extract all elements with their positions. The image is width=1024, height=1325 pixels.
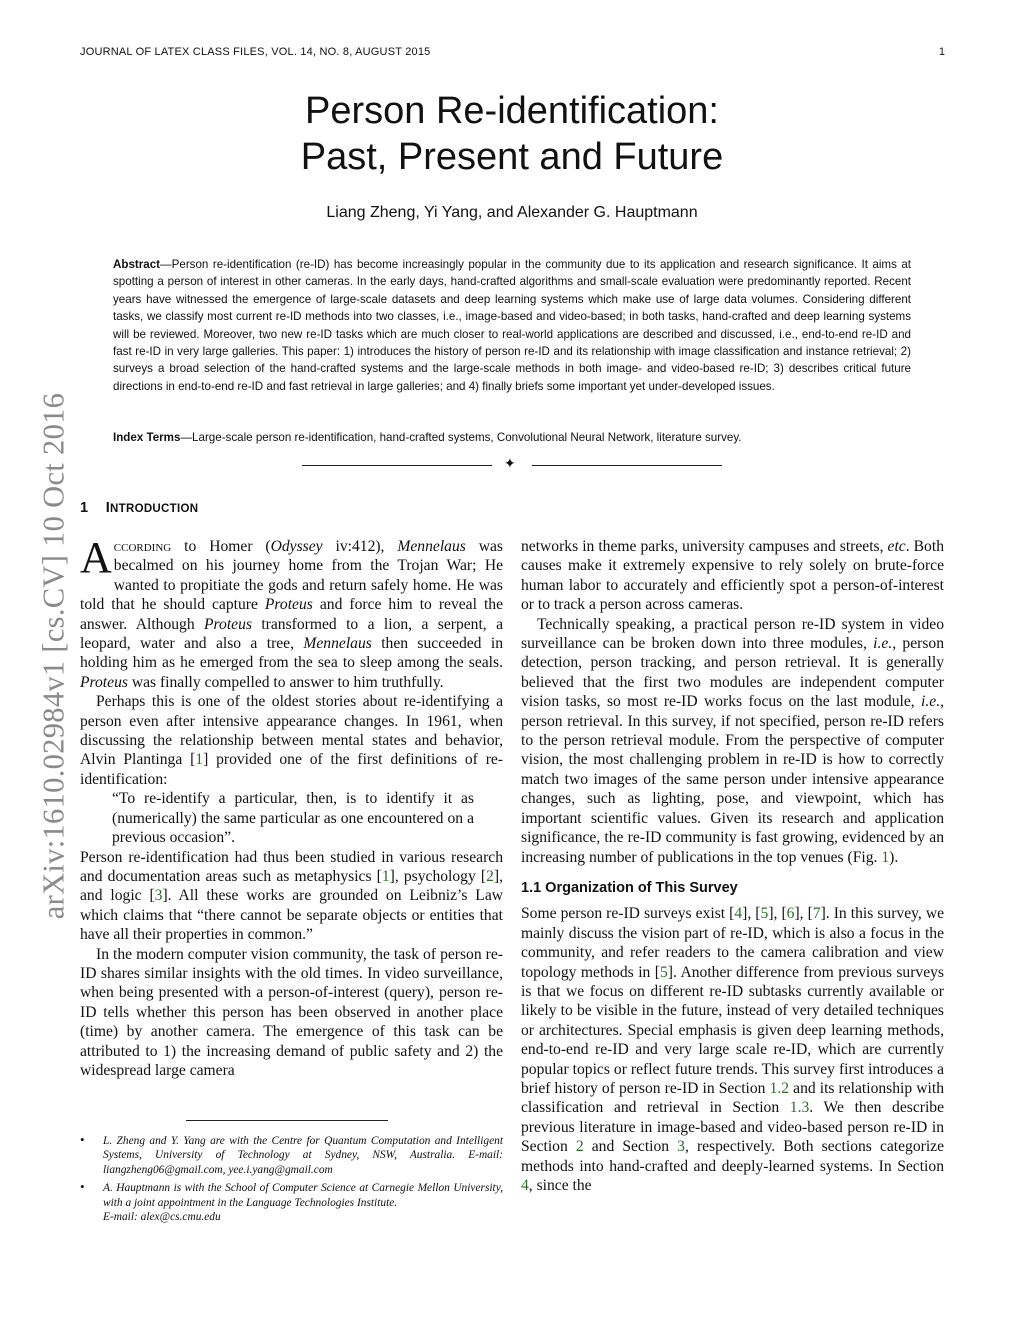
- footnote-text: A. Hauptmann is with the School of Computer Science at Carnegie Mellon University, with a joint appointment in the Language Technologies Institute.: [103, 1182, 503, 1209]
- block-quote: “To re-identify a particular, then, is to identify it as (numerically) the same particular as one encountered on a previous occasion”.: [112, 790, 474, 847]
- text: was becalmed on his journey home from the Trojan War; He wanted to propitiate the gods and return safely home. He was told that he should capture: [80, 538, 503, 614]
- text: person retrieval. In this survey, if not specified, person re-ID refers to the person retrieval module. From the perspective of computer vision, the most challenging problem in re-ID is how to correctly match two images of the same person under intensive appearance changes, such as lighting, pose, and viewpoint, which has important scientific values. Given its research and application significance, the re-ID community is fast growing, evidenced by an increasing number of publications in the top venues (Fig.: [521, 712, 944, 866]
- text: ], psychology [: [389, 867, 487, 885]
- text: Some person re-ID surveys exist [: [521, 905, 735, 923]
- paper-title: [0, 88, 1024, 180]
- bullet-icon: •: [80, 1132, 85, 1147]
- citation-link[interactable]: 1: [381, 867, 390, 885]
- arxiv-stamp: arXiv:1610.02984v1 [cs.CV] 10 Oct 2016: [36, 392, 71, 920]
- subsection-heading: 1.1 Organization of This Survey: [521, 879, 738, 896]
- citation-link[interactable]: 5: [660, 963, 668, 981]
- footnote-rule: [186, 1120, 388, 1121]
- text: and its relationship with classification and retrieval in Section: [521, 1079, 944, 1117]
- text: and force him to reveal the answer. Although: [80, 596, 503, 633]
- section-heading-introduction: [80, 500, 198, 516]
- section-link[interactable]: 2: [575, 1138, 584, 1156]
- section-initial: I: [105, 500, 111, 516]
- intro-paragraph-3: [80, 848, 503, 945]
- figure-link[interactable]: 1: [881, 848, 890, 866]
- italic-text: i.e.,: [921, 693, 944, 711]
- right-paragraph-1: [521, 537, 944, 615]
- abstract-label: Abstract: [113, 258, 161, 271]
- text: ], [: [742, 905, 761, 923]
- section-link[interactable]: 4: [521, 1177, 529, 1194]
- text: Technically speaking, a practical person re-ID system in video surveillance can be broken down into three modules,: [521, 615, 944, 653]
- title-line-2: Past, Present and Future: [300, 136, 724, 178]
- footnotes: [80, 1134, 503, 1228]
- abstract: [113, 256, 911, 395]
- text: , since the: [528, 1177, 592, 1194]
- section-number: 1: [80, 500, 89, 516]
- citation-link[interactable]: 5: [760, 905, 769, 923]
- citation-link[interactable]: 4: [734, 905, 743, 923]
- italic-text: Odyssey: [270, 538, 323, 555]
- italic-text: Mennelaus: [303, 635, 372, 653]
- divider-rule-right: [532, 465, 722, 466]
- section-title-rest: NTRODUCTION: [110, 503, 199, 515]
- intro-paragraph-4: In the modern computer vision community, the task of person re-ID shares similar insights with the old times. In video surveillance, when being presented with a person-of-interest (query), person re-ID tells whether this person has been observed in another place (time) by another camera. The emergence of this task can be attributed to 1) the increasing demand of public safety and 2) the widespread large camera: [80, 945, 503, 1079]
- author-list: Liang Zheng, Yi Yang, and Alexander G. Hauptmann: [326, 204, 698, 221]
- section-link[interactable]: 1.2: [769, 1079, 790, 1097]
- text: ]. All these works are grounded on Leibniz’s Law which claims that “there cannot be separate objects or entities that have all their properties in common.”: [80, 887, 503, 944]
- text: iv:412),: [322, 538, 398, 555]
- right-column: [521, 537, 944, 1195]
- footnote-text: L. Zheng and Y. Yang are with the Centre for Quantum Computation and Intelligent Systems, University of Technology at Sydney, NSW, Australia. E-mail: liangzheng06@gmail.com, yee.i.yang@gmail.com: [103, 1135, 503, 1176]
- text: . Both causes make it extremely expensive to rely solely on brute-force human labor to accurately and efficiently spot a person-of-interest or to track a person across cameras.: [521, 538, 944, 614]
- divider-diamond-icon: ✦: [504, 457, 516, 472]
- citation-link[interactable]: 3: [154, 887, 163, 905]
- italic-text: Proteus: [80, 673, 128, 691]
- page-number: 1: [938, 46, 945, 58]
- section-link[interactable]: 3: [677, 1138, 685, 1156]
- footnote-email: E-mail: alex@cs.cmu.edu: [103, 1211, 221, 1224]
- text: , respectively. Both sections categorize methods into hand-crafted and deeply-learned systems. In Section: [521, 1138, 944, 1175]
- divider-rule-left: [302, 465, 492, 466]
- dropcap: A: [80, 533, 112, 582]
- intro-paragraph-1: [80, 533, 503, 692]
- text: ], [: [768, 905, 787, 923]
- italic-text: etc: [887, 538, 906, 555]
- text: Person re-identification had thus been studied in various research and documentation areas such as metaphysics [: [80, 848, 503, 885]
- italic-text: Proteus: [204, 615, 252, 633]
- index-terms: [113, 430, 911, 446]
- text: ).: [889, 848, 899, 866]
- index-terms-label: Index Terms: [113, 431, 181, 444]
- text: transformed to a lion, a serpent, a leopard, water and also a tree,: [80, 615, 503, 653]
- text: ]. In this survey, we mainly discuss the vision part of re-ID, which is also a focus in the community, and refer readers to the camera calibration and view topology methods in [: [521, 905, 945, 981]
- footnote-2: [80, 1181, 503, 1224]
- text: networks in theme parks, university campuses and streets,: [521, 538, 888, 555]
- text: ], [: [794, 905, 813, 923]
- text: . We then describe previous literature in image-based and video-based person re-ID in Section: [521, 1099, 944, 1156]
- right-paragraph-3: [521, 904, 944, 1195]
- text: Perhaps this is one of the oldest stories about re-identifying a person even after intensive appearance changes. In 1961, when discussing the relationship between mental states and behavior, Alvin Plantinga [: [80, 693, 503, 769]
- citation-link[interactable]: 2: [486, 867, 494, 885]
- citation-link[interactable]: 1: [195, 751, 204, 769]
- running-head: JOURNAL OF LATEX CLASS FILES, VOL. 14, NO. 8, AUGUST 2015: [80, 46, 431, 58]
- left-column: [80, 533, 503, 1080]
- italic-text: Proteus: [264, 596, 313, 614]
- title-line-1: Person Re-identification:: [305, 90, 719, 132]
- index-terms-text: —Large-scale person re-identification, hand-crafted systems, Convolutional Neural Network, literature survey.: [180, 431, 742, 444]
- text: ], and logic [: [80, 867, 503, 905]
- abstract-text: —Person re-identification (re-ID) has become increasingly popular in the community due to its application and research significance. It aims at spotting a person of interest in other cameras. In the early days, hand-crafted algorithms and small-scale evaluation were predominantly reported. Recent years have witnessed the emergence of large-scale datasets and deep learning systems which make use of large data volumes. Considering different tasks, we classify most current re-ID methods into two classes, i.e., image-based and video-based; in both tasks, hand-crafted and deep learning systems will be reviewed. Moreover, two new re-ID tasks which are much closer to real-world applications are described and discussed, i.e., end-to-end re-ID and fast re-ID in very large galleries. This paper: 1) introduces the history of person re-ID and its relationship with image classification and instance retrieval; 2) surveys a broad selection of the hand-crafted systems and the large-scale methods in both image- and video-based re-ID; 3) describes critical future directions in end-to-end re-ID and fast retrieval in large galleries; and 4) finally briefs some important yet under-developed issues.: [113, 258, 911, 393]
- text: then succeeded in holding him as he emerged from the sea to sleep among the seals.: [80, 635, 503, 672]
- italic-text: i.e.,: [873, 635, 897, 653]
- right-paragraph-2: [521, 615, 944, 867]
- citation-link[interactable]: 7: [812, 905, 821, 923]
- section-link[interactable]: 1.3: [789, 1099, 810, 1117]
- intro-paragraph-2: [80, 692, 503, 789]
- citation-link[interactable]: 6: [786, 905, 795, 923]
- text: to Homer (: [171, 538, 271, 555]
- section-divider: [302, 458, 722, 472]
- text: ]. Another difference from previous surveys is that we focus on different re-ID subtasks currently available or likely to be visible in the future, instead of very detailed techniques or architectures. Special emphasis is given deep learning methods, end-to-end re-ID and very large scale re-ID, which are currently popular topics or reflect future trends. This survey first introduces a brief history of person re-ID in Section: [521, 963, 944, 1097]
- text: was finally compelled to answer to him truthfully.: [127, 673, 444, 691]
- footnote-1: [80, 1134, 503, 1177]
- text: ] provided one of the first definitions of re-identification:: [80, 751, 503, 788]
- text: and Section: [583, 1138, 678, 1156]
- italic-text: Mennelaus: [397, 538, 466, 555]
- text: person detection, person tracking, and person retrieval. It is generally believed that the first two modules are independent computer vision tasks, so most re-ID works focus on the last module,: [521, 635, 944, 711]
- bullet-icon: •: [80, 1179, 85, 1195]
- smallcaps-lead: ccording: [113, 538, 172, 555]
